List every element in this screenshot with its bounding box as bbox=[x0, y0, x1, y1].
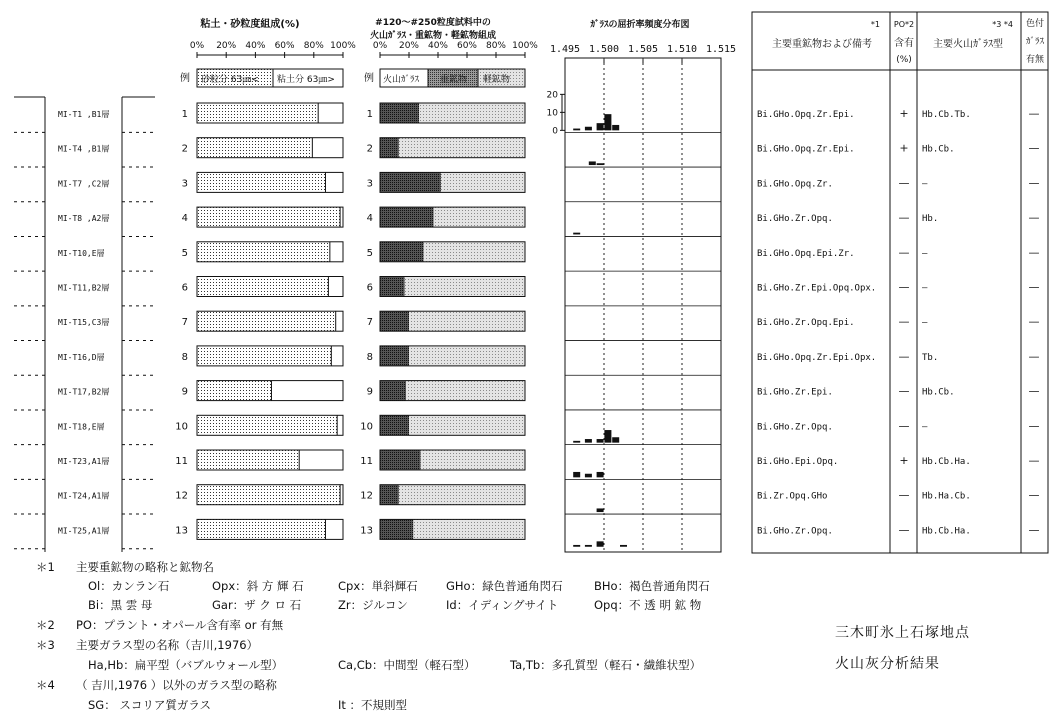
data-table-rows bbox=[757, 107, 1040, 536]
ri-tick-label: 1.510 bbox=[666, 44, 698, 55]
note4-title: （ 吉川,1976 ）以外のガラス型の略称 bbox=[76, 678, 277, 692]
mineral-row-number: 12 bbox=[360, 490, 373, 502]
mineral-tick-label: 0% bbox=[372, 41, 388, 51]
sample-label: MI-T17,B2層 bbox=[58, 387, 110, 397]
grain-row-number: 1 bbox=[181, 109, 188, 120]
table-glass-type: — bbox=[922, 422, 928, 433]
grain-row-number: 8 bbox=[181, 351, 188, 363]
mineral-bar-glass bbox=[380, 415, 409, 435]
table-po: — bbox=[898, 419, 910, 433]
note1-gho: GHo：緑色普通角閃石 bbox=[446, 579, 563, 593]
grain-legend-sand-text: 砂粒分 63㎛< bbox=[201, 75, 259, 85]
ri-bar bbox=[597, 163, 604, 165]
table-po: — bbox=[898, 245, 910, 259]
grain-bar-clay bbox=[328, 277, 343, 297]
mineral-chart-title-line1: #120～#250粒度試料中の bbox=[375, 18, 491, 28]
mineral-bar-light bbox=[409, 415, 525, 435]
table-po: — bbox=[898, 488, 910, 502]
ri-gridlines bbox=[565, 58, 721, 552]
table-minerals: Bi.GHo.Zr.Opq.Epi. bbox=[757, 318, 855, 329]
grain-bar-sand bbox=[197, 519, 325, 539]
grain-bar-clay bbox=[331, 346, 343, 366]
note1-mark: ＊1 bbox=[36, 560, 55, 574]
table-glass-type: Tb. bbox=[922, 352, 939, 363]
grain-bar-sand bbox=[197, 172, 325, 192]
mineral-row-number: 10 bbox=[360, 421, 373, 433]
ri-bars bbox=[573, 114, 627, 547]
grain-legend-clay-text: 粘土分 63㎛> bbox=[277, 75, 335, 85]
mineral-bar-light bbox=[441, 172, 525, 192]
mineral-bar-light bbox=[419, 103, 525, 123]
table-po: — bbox=[898, 176, 910, 190]
mineral-tick-label: 20% bbox=[398, 41, 420, 51]
grain-bar-sand bbox=[197, 381, 271, 401]
mineral-bar-glass bbox=[380, 138, 399, 158]
table-glass-type: — bbox=[922, 283, 928, 294]
mineral-bar-glass bbox=[380, 207, 434, 227]
table-glass-type: Hb.Cb. bbox=[922, 387, 955, 398]
mineral-row-number: 1 bbox=[366, 109, 373, 120]
col4-header-line2: ｶﾞﾗｽ bbox=[1025, 37, 1045, 47]
mineral-row-number: 8 bbox=[366, 351, 373, 363]
ri-bar bbox=[612, 125, 619, 130]
sample-label: MI-T18,E層 bbox=[58, 422, 105, 432]
ri-y-ticks bbox=[547, 90, 565, 136]
grain-row-number: 4 bbox=[181, 213, 188, 225]
mineral-bar-light bbox=[399, 485, 525, 505]
mineral-chart-title-line2: 火山ｶﾞﾗｽ・重鉱物・軽鉱物組成 bbox=[369, 31, 497, 41]
note4-mark: ＊4 bbox=[36, 678, 55, 692]
mineral-tick-label: 40% bbox=[427, 41, 449, 51]
grain-bar-sand bbox=[197, 311, 336, 331]
grain-bar-sand bbox=[197, 415, 337, 435]
table-glass-type: Hb.Cb.Tb. bbox=[922, 110, 971, 120]
ri-y-tick-label: 10 bbox=[546, 108, 558, 119]
mineral-bar-glass bbox=[380, 519, 413, 539]
table-minerals: Bi.GHo.Zr.Opq. bbox=[757, 422, 833, 433]
mineral-tick-label: 80% bbox=[485, 41, 507, 51]
table-minerals: Bi.GHo.Zr.Epi. bbox=[757, 387, 833, 398]
mineral-bar-light bbox=[421, 450, 525, 470]
table-colored: — bbox=[1028, 107, 1040, 120]
grain-tick-label: 60% bbox=[274, 41, 295, 51]
col2-header: 含有 bbox=[894, 38, 914, 49]
grain-row-number: 11 bbox=[175, 456, 188, 467]
sample-label: MI-T15,C3層 bbox=[58, 318, 110, 328]
ri-y-tick-label: 20 bbox=[546, 90, 558, 101]
sample-label: MI-T23,A1層 bbox=[58, 457, 110, 466]
ri-bar bbox=[597, 508, 604, 512]
note2-text: PO：プラント・オパール含有率 or 有無 bbox=[76, 618, 284, 632]
sample-label: MI-T8 ,A2層 bbox=[58, 214, 110, 224]
grain-bar-clay bbox=[337, 415, 343, 435]
table-po: — bbox=[898, 280, 910, 294]
ri-bar bbox=[573, 129, 580, 131]
ri-bar bbox=[597, 541, 604, 546]
mineral-row-number: 6 bbox=[366, 282, 373, 294]
table-colored: — bbox=[1028, 245, 1040, 259]
caption-line2: 火山灰分析結果 bbox=[835, 656, 940, 672]
table-minerals: Bi.GHo.Opq.Zr.Epi.Opx. bbox=[757, 352, 877, 363]
ri-bar bbox=[604, 114, 611, 130]
note2-mark: ＊2 bbox=[36, 618, 55, 632]
note4-sg: SG： スコリア質ガラス bbox=[88, 698, 212, 712]
grain-row-number: 5 bbox=[181, 247, 188, 259]
note1-zr: Zr：ジルコン bbox=[338, 598, 408, 612]
mineral-row-number: 9 bbox=[366, 386, 373, 398]
table-colored: — bbox=[1028, 280, 1040, 294]
grain-bar-clay bbox=[318, 103, 343, 123]
note1-bho: BHo：褐色普通角閃石 bbox=[594, 579, 710, 593]
grain-bar-clay bbox=[325, 172, 343, 192]
col1-header: 主要重鉱物および備考 bbox=[772, 39, 872, 50]
grain-tick-label: 100% bbox=[330, 41, 356, 51]
col4-header-line1: 色付 bbox=[1025, 19, 1045, 29]
table-minerals: Bi.GHo.Epi.Opq. bbox=[757, 457, 839, 467]
mineral-legend-glass-text: 火山ｶﾞﾗｽ bbox=[383, 75, 420, 85]
grain-row-number: 6 bbox=[181, 282, 188, 294]
table-po: — bbox=[898, 211, 910, 225]
table-po: — bbox=[898, 315, 910, 329]
mineral-row-number: 11 bbox=[360, 456, 373, 467]
ri-bar bbox=[573, 441, 580, 443]
grain-bar-clay bbox=[330, 242, 343, 262]
note3-ha: Ha,Hb：扁平型（バブルウォール型） bbox=[88, 658, 284, 672]
table-glass-type: — bbox=[922, 179, 928, 190]
note3-ta: Ta,Tb：多孔質型（軽石・繊維状型） bbox=[510, 658, 702, 672]
grain-tick-label: 40% bbox=[245, 41, 266, 51]
mineral-bar-light bbox=[405, 277, 525, 297]
mineral-tick-label: 100% bbox=[512, 41, 538, 51]
grain-bar-clay bbox=[271, 381, 343, 401]
grain-tick-label: 80% bbox=[303, 41, 324, 51]
ri-bar bbox=[573, 472, 580, 477]
mineral-row-number: 2 bbox=[366, 143, 373, 155]
mineral-bar-light bbox=[434, 207, 525, 227]
grain-bars bbox=[175, 103, 343, 539]
mineral-bar-light bbox=[409, 346, 525, 366]
table-minerals: Bi.GHo.Zr.Epi.Opq.Opx. bbox=[757, 283, 877, 294]
ri-bar bbox=[589, 161, 596, 165]
table-minerals: Bi.Zr.Opq.GHo bbox=[757, 491, 828, 502]
table-minerals: Bi.GHo.Opq.Zr.Epi. bbox=[757, 144, 855, 155]
grain-tick-label: 20% bbox=[216, 41, 237, 51]
grain-row-number: 13 bbox=[175, 525, 188, 537]
table-minerals: Bi.GHo.Zr.Opq. bbox=[757, 526, 833, 537]
mineral-bar-glass bbox=[380, 450, 421, 470]
mineral-bar-light bbox=[406, 381, 525, 401]
grain-row-number: 10 bbox=[175, 421, 188, 433]
col2-unit: (%) bbox=[896, 55, 912, 65]
table-glass-type: Hb.Ha.Cb. bbox=[922, 491, 971, 502]
mineral-bar-glass bbox=[380, 311, 409, 331]
table-colored: — bbox=[1028, 211, 1040, 225]
note1-bi: Bi：黒 雲 母 bbox=[88, 598, 153, 612]
mineral-bar-glass bbox=[380, 485, 399, 505]
grain-bar-sand bbox=[197, 277, 328, 297]
ri-bar bbox=[585, 439, 592, 443]
ri-bar bbox=[612, 437, 619, 442]
mineral-row-number: 4 bbox=[366, 213, 373, 225]
mineral-bar-glass bbox=[380, 381, 406, 401]
note3-title: 主要ガラス型の名称（吉川,1976） bbox=[76, 638, 259, 652]
grain-bar-sand bbox=[197, 485, 340, 505]
table-colored: — bbox=[1028, 141, 1040, 155]
table-po: + bbox=[899, 141, 909, 155]
sample-label: MI-T7 ,C2層 bbox=[58, 179, 110, 189]
ri-bar bbox=[573, 545, 580, 547]
ri-tick-label: 1.505 bbox=[627, 44, 659, 55]
table-colored: — bbox=[1028, 419, 1040, 433]
table-po: + bbox=[899, 107, 909, 120]
ri-bar bbox=[585, 127, 592, 131]
caption-line1: 三木町氷上石塚地点 bbox=[835, 625, 970, 641]
ri-tick-label: 1.515 bbox=[705, 44, 737, 55]
grain-bar-sand bbox=[197, 346, 331, 366]
ri-chart-title: ｶﾞﾗｽの屈折率頻度分布図 bbox=[590, 20, 690, 30]
sample-label: MI-T1 ,B1層 bbox=[58, 110, 110, 119]
note1-gar: Gar：ザ ク ロ 石 bbox=[212, 598, 302, 612]
table-po: + bbox=[899, 454, 909, 467]
grain-bar-sand bbox=[197, 207, 340, 227]
grain-row-number: 3 bbox=[181, 178, 188, 190]
table-colored: — bbox=[1028, 523, 1040, 537]
col3-header: 主要火山ｶﾞﾗｽ型 bbox=[933, 39, 1003, 50]
note4-it: It ：不規則型 bbox=[338, 698, 408, 712]
table-glass-type: — bbox=[922, 248, 928, 259]
table-colored: — bbox=[1028, 454, 1040, 467]
ri-bar bbox=[597, 439, 604, 443]
mineral-row-number: 3 bbox=[366, 178, 373, 190]
table-glass-type: Hb.Cb.Ha. bbox=[922, 526, 971, 537]
ri-bar bbox=[597, 123, 604, 130]
ri-bar bbox=[573, 233, 580, 235]
ri-axis-ticks bbox=[550, 44, 736, 63]
grain-row-number: 7 bbox=[181, 317, 188, 329]
ri-bar bbox=[604, 430, 611, 443]
sample-labels bbox=[14, 109, 155, 549]
mineral-bar-glass bbox=[380, 346, 409, 366]
grain-bar-clay bbox=[312, 138, 343, 158]
note1-opq: Opq：不 透 明 鉱 物 bbox=[594, 598, 702, 612]
grain-bar-clay bbox=[336, 311, 343, 331]
col3-mark: *3 *4 bbox=[992, 20, 1013, 29]
note1-id: Id：イディングサイト bbox=[446, 598, 559, 612]
ri-bar bbox=[585, 474, 592, 478]
mineral-bars bbox=[360, 103, 525, 539]
col1-mark: *1 bbox=[870, 20, 880, 29]
ri-bar bbox=[585, 545, 592, 547]
sample-label: MI-T16,D層 bbox=[58, 352, 105, 362]
grain-row-number: 2 bbox=[181, 143, 188, 155]
table-colored: — bbox=[1028, 315, 1040, 329]
mineral-legend-light-text: 軽鉱物 bbox=[483, 75, 511, 85]
table-po: — bbox=[898, 349, 910, 363]
grain-row-number: 12 bbox=[175, 490, 188, 502]
mineral-legend-heavy-text: 重鉱物 bbox=[440, 75, 468, 85]
ri-bar bbox=[597, 472, 604, 477]
mineral-row-number: 13 bbox=[360, 525, 373, 537]
grain-bar-sand bbox=[197, 103, 318, 123]
mineral-bar-glass bbox=[380, 172, 441, 192]
grain-bar-sand bbox=[197, 138, 312, 158]
table-glass-type: Hb. bbox=[922, 214, 939, 225]
mineral-tick-label: 60% bbox=[456, 41, 478, 51]
sample-label: MI-T24,A1層 bbox=[58, 491, 110, 501]
sample-label: MI-T10,E層 bbox=[58, 248, 105, 258]
table-colored: — bbox=[1028, 488, 1040, 502]
table-minerals: Bi.GHo.Zr.Opq. bbox=[757, 214, 833, 225]
note1-ol: Ol：カンラン石 bbox=[88, 579, 170, 593]
grain-chart-title: 粘土・砂粒度組成(%) bbox=[200, 19, 300, 30]
table-glass-type: — bbox=[922, 318, 928, 329]
table-colored: — bbox=[1028, 349, 1040, 363]
note1-cpx: Cpx：単斜輝石 bbox=[338, 579, 418, 593]
col4-header-line3: 有無 bbox=[1025, 55, 1045, 65]
ri-y-tick-label: 0 bbox=[552, 126, 558, 137]
table-glass-type: Hb.Cb. bbox=[922, 144, 955, 155]
grain-bar-clay bbox=[325, 519, 343, 539]
mineral-row-number: 5 bbox=[366, 247, 373, 259]
table-po: — bbox=[898, 384, 910, 398]
grain-bar-sand bbox=[197, 242, 330, 262]
table-colored: — bbox=[1028, 176, 1040, 190]
ri-bar bbox=[620, 545, 627, 547]
table-minerals: Bi.GHo.Opq.Zr. bbox=[757, 179, 833, 190]
note1-opx: Opx：斜 方 輝 石 bbox=[212, 579, 304, 593]
sample-label: MI-T11,B2層 bbox=[58, 283, 110, 293]
grain-bar-sand bbox=[197, 450, 299, 470]
note3-mark: ＊3 bbox=[36, 638, 55, 652]
table-glass-type: Hb.Cb.Ha. bbox=[922, 457, 971, 467]
note1-title: 主要重鉱物の略称と鉱物名 bbox=[76, 560, 214, 574]
mineral-bar-light bbox=[424, 242, 526, 262]
ri-tick-label: 1.495 bbox=[549, 44, 581, 55]
mineral-bar-light bbox=[409, 311, 525, 331]
note3-ca: Ca,Cb：中間型（軽石型） bbox=[338, 658, 476, 672]
col2-mark: PO*2 bbox=[893, 20, 915, 29]
table-minerals: Bi.GHo.Opq.Epi.Zr. bbox=[757, 248, 855, 259]
grain-row-number: 9 bbox=[181, 386, 188, 398]
mineral-bar-glass bbox=[380, 103, 419, 123]
mineral-bar-glass bbox=[380, 242, 424, 262]
mineral-legend-label: 例 bbox=[364, 73, 374, 84]
sample-label: MI-T25,A1層 bbox=[58, 526, 110, 536]
mineral-bar-light bbox=[399, 138, 525, 158]
mineral-bar-light bbox=[413, 519, 525, 539]
grain-legend-label: 例 bbox=[180, 73, 190, 84]
ri-tick-label: 1.500 bbox=[588, 44, 620, 55]
grain-tick-label: 0% bbox=[189, 41, 205, 51]
grain-bar-clay bbox=[299, 450, 343, 470]
mineral-bar-glass bbox=[380, 277, 405, 297]
table-colored: — bbox=[1028, 384, 1040, 398]
sample-label: MI-T4 ,B1層 bbox=[58, 144, 110, 154]
mineral-row-number: 7 bbox=[366, 317, 373, 329]
table-minerals: Bi.GHo.Opq.Zr.Epi. bbox=[757, 110, 855, 120]
table-po: — bbox=[898, 523, 910, 537]
